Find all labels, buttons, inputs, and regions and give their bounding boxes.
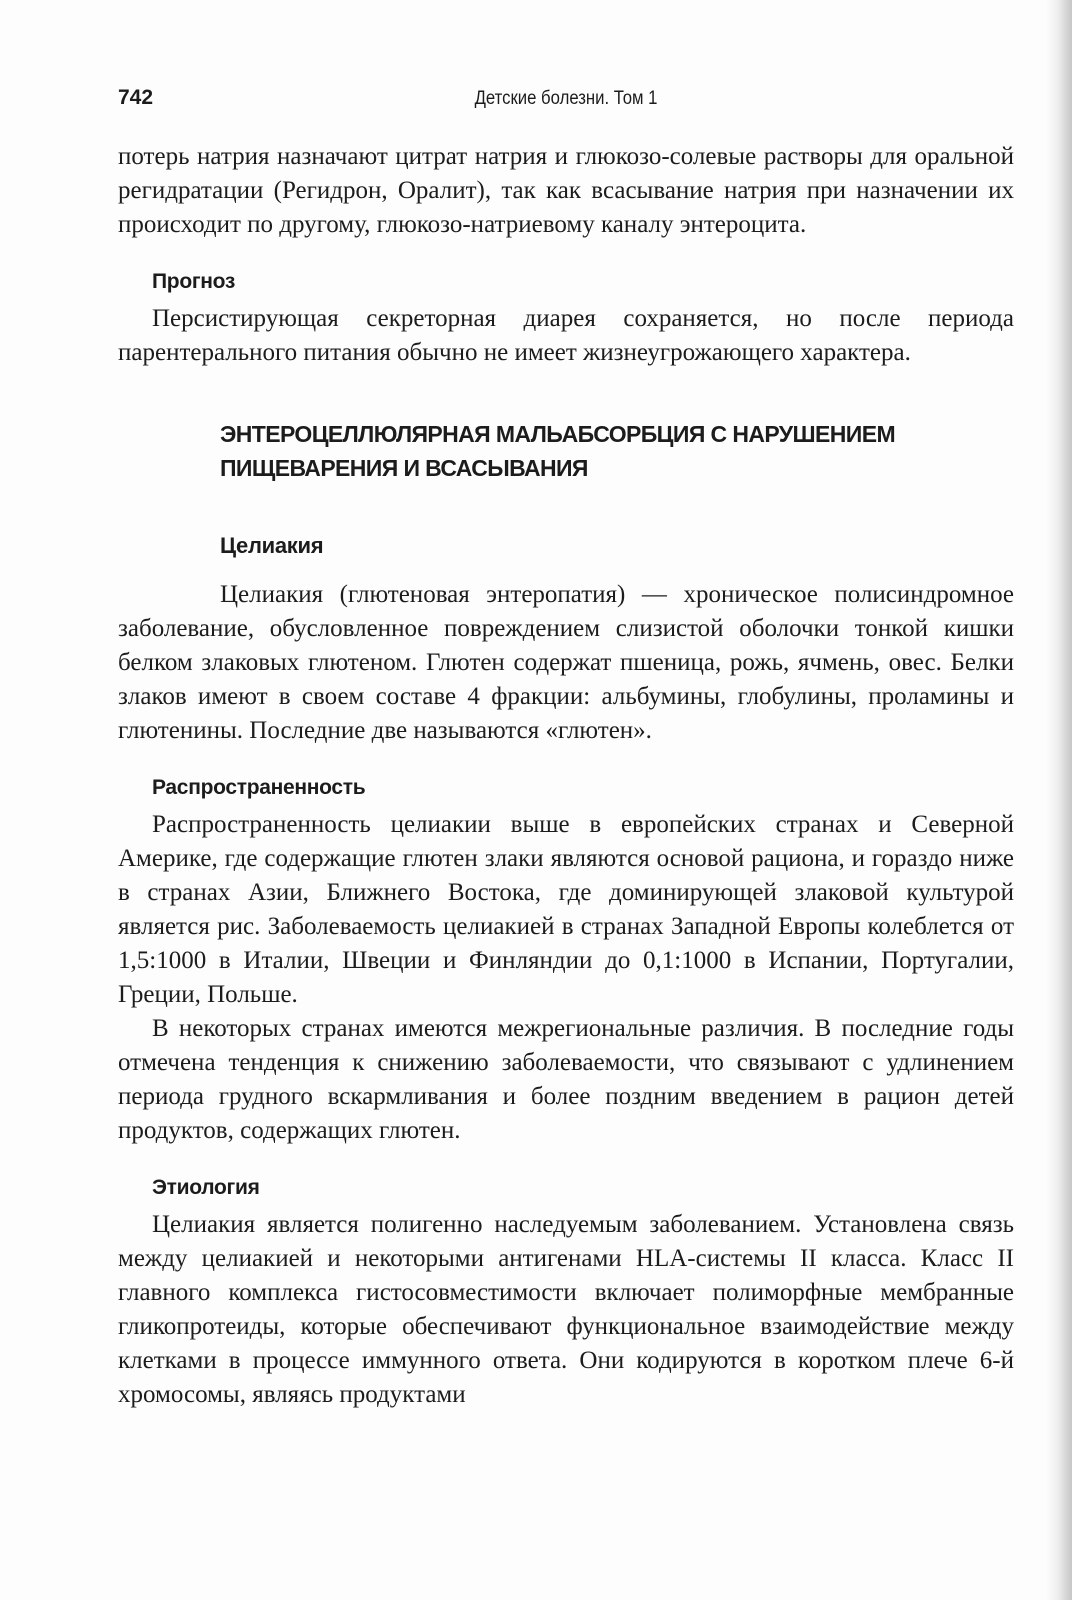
page-number: 742 xyxy=(118,86,154,109)
prognosis-paragraph: Персистирующая секреторная диарея сохраняется, но после периода парентерального питания обычно не имеет жизнеугрожающего характера. xyxy=(118,305,1014,366)
book-title: Детские болезни. Том 1 xyxy=(474,88,658,109)
book-page xyxy=(118,86,1014,1412)
celiac-heading: Целиакия xyxy=(220,533,324,558)
prognosis-heading: Прогноз xyxy=(152,270,236,293)
running-head xyxy=(118,86,1014,120)
prevalence-heading: Распространенность xyxy=(152,776,366,799)
page-edge-shadow xyxy=(1046,0,1072,1600)
etiology-paragraph: Целиакия является полигенно наследуемым заболеванием. Установлена связь между целиакией и некоторыми антигенами HLA-системы II класса. Класс II главного комплекса гистосовместимости включает полиморфные мембранные гликопротеиды, которые обеспечивают функциональное взаимодействие между клетками в процессе иммунного ответа. Они кодируются в коротком плече 6-й хромосомы, являясь продуктами xyxy=(118,1211,1014,1408)
intro-paragraph: потерь натрия назначают цитрат натрия и глюкозо-солевые растворы для оральной регидратации (Регидрон, Оралит), так как всасывание натрия при назначении их происходит по другому, глюкозо-натриевому каналу энтероцита. xyxy=(118,143,1014,238)
celiac-paragraph: Целиакия (глютеновая энтеропатия) — хроническое полисиндромное заболевание, обусловленное повреждением слизистой оболочки тонкой кишки белком злаковых глютеном. Глютен содержат пшеница, рожь, ячмень, овес. Белки злаков имеют в своем составе 4 фракции: альбумины, глобулины, проламины и глютенины. Последние две называются «глютен». xyxy=(118,581,1014,744)
section-title-line1: ЭНТЕРОЦЕЛЛЮЛЯРНАЯ МАЛЬАБСОРБЦИЯ С НАРУШЕНИЕМ xyxy=(220,421,895,447)
prevalence-paragraph-2: В некоторых странах имеются межрегиональные различия. В последние годы отмечена тенденция к снижению заболеваемости, что связывают с удлинением периода грудного вскармливания и более поздним введением в рацион детей продуктов, содержащих глютен. xyxy=(118,1015,1014,1144)
prevalence-paragraph-1: Распространенность целиакии выше в европейских странах и Северной Америке, где содержащие глютен злаки являются основой рациона, и гораздо ниже в странах Азии, Ближнего Востока, где доминирующей злаковой культурой является рис. Заболеваемость целиакией в странах Западной Европы колеблется от 1,5:1000 в Италии, Швеции и Финляндии до 0,1:1000 в Испании, Португалии, Греции, Польше. xyxy=(118,811,1014,1008)
etiology-heading: Этиология xyxy=(152,1176,260,1199)
section-title xyxy=(118,417,1014,485)
section-title-line2: ПИЩЕВАРЕНИЯ И ВСАСЫВАНИЯ xyxy=(220,455,588,481)
